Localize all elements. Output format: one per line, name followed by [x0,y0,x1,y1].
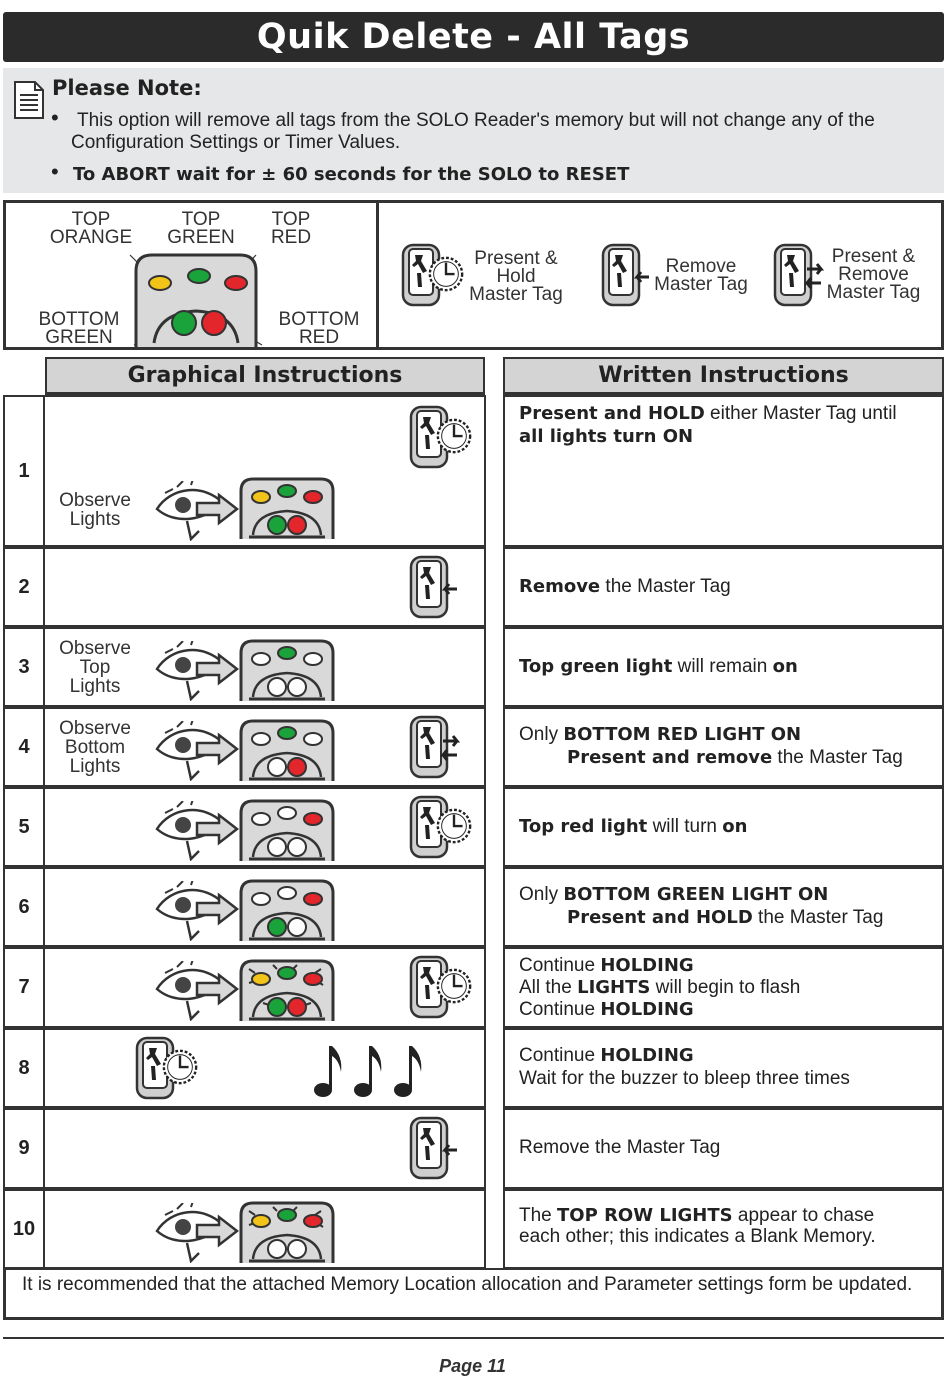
step-number: 7 [3,947,45,1028]
eye-icon [153,641,243,701]
step-row-5 [3,787,944,867]
graphical-cell [45,395,486,547]
step-8-text: Continue HOLDING Wait for the buzzer to bleep three times [519,1045,850,1089]
observe-label: Observe Bottom Lights [59,718,131,777]
written-cell [503,395,944,547]
label-bottom-red: BOTTOM RED [278,309,360,348]
step-row-8 [3,1028,944,1108]
eye-icon [153,481,243,541]
written-instructions-header: Written Instructions [503,357,944,395]
graphical-cell [45,1108,486,1189]
remove-tag-icon [407,553,459,625]
observe-label: Observe Top Lights [59,638,131,697]
eye-icon [153,801,243,861]
graphical-cell [45,707,486,787]
music-notes-icon [313,1042,435,1100]
note-bullet-2: • To ABORT wait for ± 60 seconds for the SOLO to RESET [51,159,630,185]
step-number: 6 [3,867,45,947]
step-row-2 [3,547,944,627]
reader-icon [235,797,339,861]
step-number: 9 [3,1108,45,1189]
step-4-text: Only BOTTOM RED LIGHT ON Present and remove the Master Tag [519,724,903,768]
graphical-cell [45,547,486,627]
legend-remove-label: Remove Master Tag [654,256,748,295]
page-title: Quik Delete - All Tags [256,17,691,57]
recommendation-text: It is recommended that the attached Memory Location allocation and Parameter settings form be updated. [22,1274,913,1295]
step-number: 1 [3,395,45,547]
reader-icon [235,475,339,539]
written-cell [503,1028,944,1108]
graphical-cell [45,1028,486,1108]
reader-chasing-icon [235,1199,339,1263]
hold-tag-icon [407,793,477,865]
observe-label: Observe Lights [59,490,131,530]
written-cell [503,707,944,787]
reader-icon [235,717,339,781]
step-row-9 [3,1108,944,1189]
hold-tag-icon [407,403,477,475]
legend-present-hold-label: Present & Hold Master Tag [469,248,563,305]
recommendation-box [3,1268,944,1320]
eye-icon [153,721,243,781]
graphical-cell [45,947,486,1028]
legend-panel [3,200,944,350]
title-bar [3,12,944,62]
step-row-4 [3,707,944,787]
reader-icon [235,637,339,701]
step-6-text: Only BOTTOM GREEN LIGHT ON Present and HOLD the Master Tag [519,884,884,928]
step-row-3 [3,627,944,707]
graphical-cell [45,787,486,867]
step-2-text: Remove the Master Tag [519,576,731,597]
label-top-orange: TOP ORANGE [49,209,133,248]
graphical-cell [45,867,486,947]
step-number: 4 [3,707,45,787]
eye-icon [153,1203,243,1263]
hold-tag-icon [407,953,477,1025]
graphical-cell [45,1189,486,1269]
step-5-text: Top red light will turn on [519,816,748,837]
written-cell [503,1189,944,1269]
step-number: 2 [3,547,45,627]
reader-flashing-icon [235,957,339,1021]
label-top-green: TOP GREEN [167,209,235,248]
legend-present-remove-label: Present & Remove Master Tag [826,246,921,303]
graphical-instructions-header: Graphical Instructions [45,357,485,395]
remove-tag-icon [407,1114,459,1186]
present-remove-tag-icon [407,713,463,785]
divider-line [3,1337,944,1339]
step-row-6 [3,867,944,947]
written-cell [503,627,944,707]
label-top-red: TOP RED [270,209,312,248]
step-row-7 [3,947,944,1028]
step-1-text: Present and HOLD either Master Tag until all lights turn ON [519,403,897,447]
remove-tag-icon [599,241,651,313]
graphical-cell [45,627,486,707]
reader-legend-graphic [116,243,276,348]
step-row-10 [3,1189,944,1269]
step-number: 8 [3,1028,45,1108]
step-number: 3 [3,627,45,707]
eye-icon [153,961,243,1021]
note-heading: Please Note: [52,76,202,100]
note-panel [3,68,944,193]
written-cell [503,787,944,867]
hold-tag-icon [133,1034,203,1106]
step-number: 5 [3,787,45,867]
eye-icon [153,881,243,941]
page-number: Page 11 [439,1356,506,1376]
step-3-text: Top green light will remain on [519,656,798,677]
written-cell [503,1108,944,1189]
hold-tag-icon [399,241,469,313]
step-row-1 [3,395,944,547]
written-cell [503,867,944,947]
label-bottom-green: BOTTOM GREEN [38,309,120,348]
step-number: 10 [3,1189,45,1269]
document-icon [11,80,47,120]
step-10-text: The TOP ROW LIGHTS appear to chase each other; this indicates a Blank Memory. [519,1205,876,1247]
note-bullet-1: • This option will remove all tags from the SOLO Reader's memory but will not change any of the Configuration Settings or Timer Values. [51,105,875,153]
written-cell [503,547,944,627]
written-cell [503,947,944,1028]
reader-icon [235,877,339,941]
step-9-text: Remove the Master Tag [519,1137,721,1158]
step-7-text: Continue HOLDING All the LIGHTS will begin to flash Continue HOLDING [519,955,801,1020]
